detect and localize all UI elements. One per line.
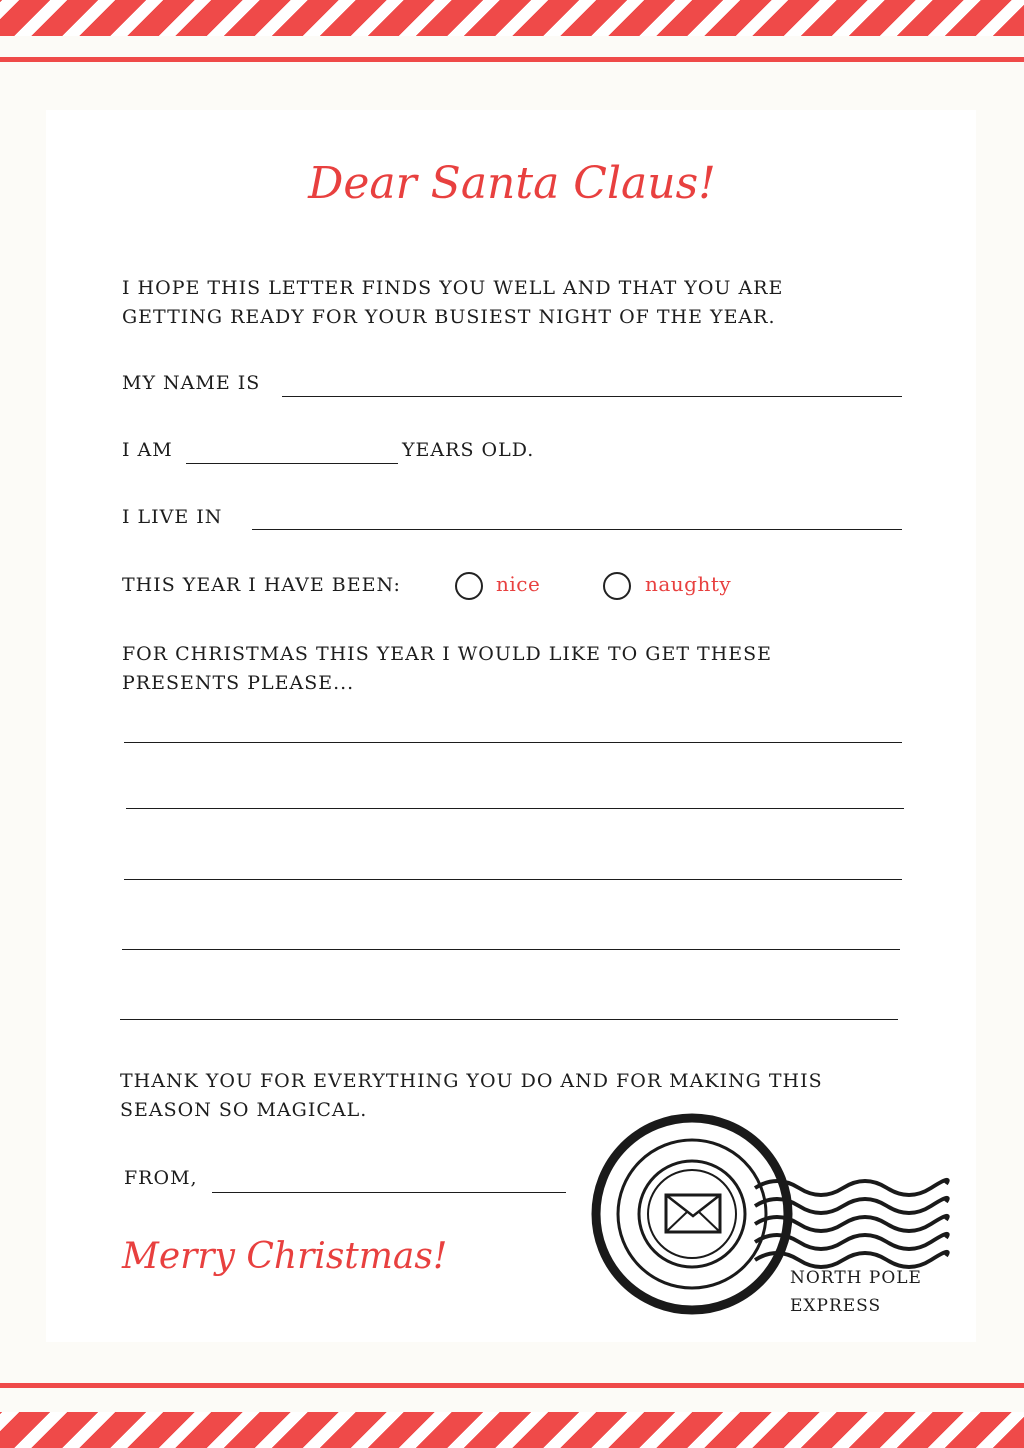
- age-field[interactable]: [186, 463, 398, 464]
- top-candy-stripe-border: [0, 0, 1024, 36]
- present-line[interactable]: [124, 742, 902, 743]
- thanks-text: THANK YOU FOR EVERYTHING YOU DO AND FOR MAKING THIS SEASON SO MAGICAL.: [120, 1070, 823, 1121]
- from-label: FROM,: [124, 1167, 198, 1189]
- presents-prompt: FOR CHRISTMAS THIS YEAR I WOULD LIKE TO GET THESE PRESENTS PLEASE...: [122, 643, 773, 694]
- nice-radio[interactable]: [455, 572, 483, 600]
- stamp-line-2: EXPRESS: [790, 1296, 882, 1316]
- name-label: MY NAME IS: [122, 372, 261, 394]
- bottom-red-rule: [0, 1383, 1024, 1388]
- present-line[interactable]: [120, 1019, 898, 1020]
- present-line[interactable]: [124, 879, 902, 880]
- name-field[interactable]: [282, 396, 902, 397]
- postmark-stamp: [590, 1110, 960, 1350]
- behavior-label: THIS YEAR I HAVE BEEN:: [122, 574, 401, 596]
- live-field[interactable]: [252, 529, 902, 530]
- naughty-radio[interactable]: [603, 572, 631, 600]
- intro-text: I HOPE THIS LETTER FINDS YOU WELL AND THAT YOU ARE GETTING READY FOR YOUR BUSIEST NIGHT OF THE YEAR.: [122, 277, 784, 328]
- naughty-option-label: naughty: [645, 572, 732, 596]
- top-red-rule: [0, 57, 1024, 62]
- age-label: I AM: [122, 439, 173, 461]
- merry-christmas-sign-off: Merry Christmas!: [122, 1236, 448, 1277]
- live-label: I LIVE IN: [122, 506, 223, 528]
- present-line[interactable]: [122, 949, 900, 950]
- from-field[interactable]: [212, 1192, 566, 1193]
- bottom-candy-stripe-border: [0, 1412, 1024, 1448]
- age-suffix: YEARS OLD.: [402, 439, 535, 461]
- nice-option-label: nice: [496, 572, 541, 596]
- stamp-line-1: NORTH POLE: [790, 1268, 922, 1288]
- envelope-icon: [666, 1195, 720, 1232]
- letter-title: Dear Santa Claus!: [308, 158, 716, 209]
- present-line[interactable]: [126, 808, 904, 809]
